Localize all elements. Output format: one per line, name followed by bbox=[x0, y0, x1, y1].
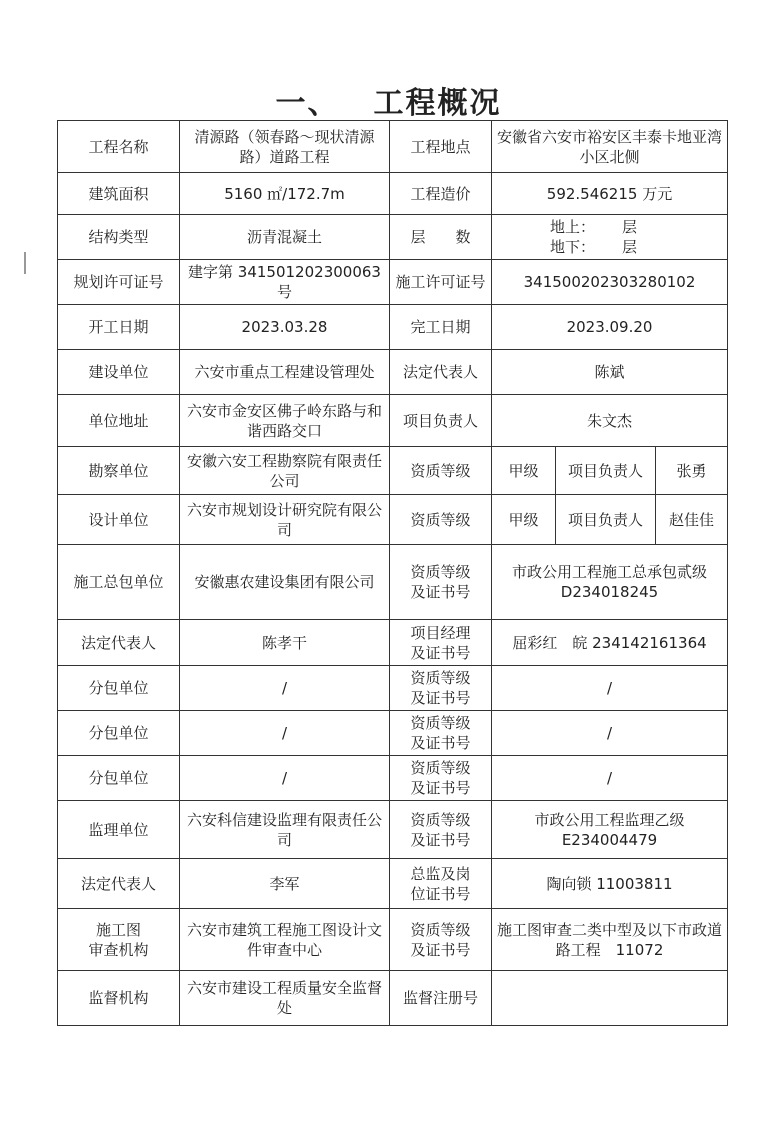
value-owner-unit: 六安市重点工程建设管理处 bbox=[180, 350, 390, 395]
value-chief-supervisor: 陶向锁 11003811 bbox=[492, 859, 728, 909]
value-subcontractor-1-grade: / bbox=[492, 666, 728, 711]
label-start-date: 开工日期 bbox=[58, 305, 180, 350]
table-row bbox=[58, 395, 728, 447]
value-subcontractor-1: / bbox=[180, 666, 390, 711]
label-unit-address: 单位地址 bbox=[58, 395, 180, 447]
value-start-date: 2023.03.28 bbox=[180, 305, 390, 350]
label-building-area: 建筑面积 bbox=[58, 173, 180, 215]
table-row bbox=[58, 305, 728, 350]
label-general-contractor: 施工总包单位 bbox=[58, 545, 180, 620]
value-supervision-grade: 市政公用工程监理乙级 E234004479 bbox=[492, 801, 728, 859]
value-supervision-registration bbox=[492, 971, 728, 1026]
value-project-cost: 592.546215 万元 bbox=[492, 173, 728, 215]
value-end-date: 2023.09.20 bbox=[492, 305, 728, 350]
value-subcontractor-2-grade: / bbox=[492, 711, 728, 756]
label-project-name: 工程名称 bbox=[58, 121, 180, 173]
table-row bbox=[58, 350, 728, 395]
label-design-leader: 项目负责人 bbox=[556, 495, 656, 545]
value-review-grade: 施工图审查二类中型及以下市政道路工程 11072 bbox=[492, 909, 728, 971]
label-legal-representative: 法定代表人 bbox=[390, 350, 492, 395]
label-subcontractor-1: 分包单位 bbox=[58, 666, 180, 711]
label-review-grade: 资质等级 及证书号 bbox=[390, 909, 492, 971]
table-row bbox=[58, 447, 728, 495]
floors-above: 地上： 层 bbox=[550, 218, 638, 236]
label-planning-permit: 规划许可证号 bbox=[58, 260, 180, 305]
label-design-unit: 设计单位 bbox=[58, 495, 180, 545]
label-project-location: 工程地点 bbox=[390, 121, 492, 173]
value-subcontractor-2: / bbox=[180, 711, 390, 756]
value-planning-permit: 建字第 341501202300063 号 bbox=[180, 260, 390, 305]
label-survey-grade: 资质等级 bbox=[390, 447, 492, 495]
label-project-cost: 工程造价 bbox=[390, 173, 492, 215]
label-survey-unit: 勘察单位 bbox=[58, 447, 180, 495]
table-row bbox=[58, 495, 728, 545]
label-project-leader: 项目负责人 bbox=[390, 395, 492, 447]
value-building-area: 5160 ㎡/172.7m bbox=[180, 173, 390, 215]
value-legal-representative: 陈斌 bbox=[492, 350, 728, 395]
project-overview-table bbox=[57, 120, 728, 1026]
label-supervisory-agency: 监督机构 bbox=[58, 971, 180, 1026]
label-supervision-unit: 监理单位 bbox=[58, 801, 180, 859]
value-contractor-legal-rep: 陈孝干 bbox=[180, 620, 390, 666]
table-row bbox=[58, 260, 728, 305]
table-row bbox=[58, 666, 728, 711]
label-supervision-grade: 资质等级 及证书号 bbox=[390, 801, 492, 859]
label-project-manager: 项目经理 及证书号 bbox=[390, 620, 492, 666]
label-drawing-review-agency: 施工图 审查机构 bbox=[58, 909, 180, 971]
table-row bbox=[58, 909, 728, 971]
label-floors: 层 数 bbox=[390, 215, 492, 260]
table-row bbox=[58, 620, 728, 666]
label-subcontractor-2-grade: 资质等级 及证书号 bbox=[390, 711, 492, 756]
label-contractor-legal-rep: 法定代表人 bbox=[58, 620, 180, 666]
label-survey-leader: 项目负责人 bbox=[556, 447, 656, 495]
value-project-leader: 朱文杰 bbox=[492, 395, 728, 447]
label-contractor-grade: 资质等级 及证书号 bbox=[390, 545, 492, 620]
label-subcontractor-3: 分包单位 bbox=[58, 756, 180, 801]
value-contractor-grade: 市政公用工程施工总承包贰级 D234018245 bbox=[492, 545, 728, 620]
value-floors bbox=[492, 215, 728, 260]
table-row bbox=[58, 173, 728, 215]
binding-mark bbox=[24, 252, 26, 274]
floors-below: 地下： 层 bbox=[550, 238, 638, 256]
value-project-manager: 屈彩红 皖 234142161364 bbox=[492, 620, 728, 666]
value-design-grade: 甲级 bbox=[492, 495, 556, 545]
label-chief-supervisor: 总监及岗 位证书号 bbox=[390, 859, 492, 909]
label-design-grade: 资质等级 bbox=[390, 495, 492, 545]
value-general-contractor: 安徽惠农建设集团有限公司 bbox=[180, 545, 390, 620]
table-row bbox=[58, 859, 728, 909]
value-design-unit: 六安市规划设计研究院有限公司 bbox=[180, 495, 390, 545]
value-structure-type: 沥青混凝土 bbox=[180, 215, 390, 260]
table-row bbox=[58, 711, 728, 756]
label-construction-permit: 施工许可证号 bbox=[390, 260, 492, 305]
label-supervision-legal-rep: 法定代表人 bbox=[58, 859, 180, 909]
label-subcontractor-1-grade: 资质等级 及证书号 bbox=[390, 666, 492, 711]
table-row bbox=[58, 545, 728, 620]
table-row bbox=[58, 801, 728, 859]
page-title bbox=[0, 78, 777, 122]
value-survey-leader: 张勇 bbox=[656, 447, 728, 495]
value-survey-grade: 甲级 bbox=[492, 447, 556, 495]
label-owner-unit: 建设单位 bbox=[58, 350, 180, 395]
table-row bbox=[58, 756, 728, 801]
value-supervision-unit: 六安科信建设监理有限责任公司 bbox=[180, 801, 390, 859]
table-row bbox=[58, 971, 728, 1026]
label-subcontractor-2: 分包单位 bbox=[58, 711, 180, 756]
value-drawing-review-agency: 六安市建筑工程施工图设计文件审查中心 bbox=[180, 909, 390, 971]
value-subcontractor-3-grade: / bbox=[492, 756, 728, 801]
value-project-name: 清源路（领春路～现状清源路）道路工程 bbox=[180, 121, 390, 173]
label-structure-type: 结构类型 bbox=[58, 215, 180, 260]
table-row bbox=[58, 121, 728, 173]
value-design-leader: 赵佳佳 bbox=[656, 495, 728, 545]
label-subcontractor-3-grade: 资质等级 及证书号 bbox=[390, 756, 492, 801]
value-survey-unit: 安徽六安工程勘察院有限责任公司 bbox=[180, 447, 390, 495]
value-supervision-legal-rep: 李军 bbox=[180, 859, 390, 909]
section-number: 一、 bbox=[275, 86, 340, 121]
value-subcontractor-3: / bbox=[180, 756, 390, 801]
section-title: 工程概况 bbox=[373, 86, 502, 121]
label-supervision-registration: 监督注册号 bbox=[390, 971, 492, 1026]
value-project-location: 安徽省六安市裕安区丰泰卡地亚湾小区北侧 bbox=[492, 121, 728, 173]
table-row bbox=[58, 215, 728, 260]
value-construction-permit: 341500202303280102 bbox=[492, 260, 728, 305]
value-unit-address: 六安市金安区佛子岭东路与和谐西路交口 bbox=[180, 395, 390, 447]
value-supervisory-agency: 六安市建设工程质量安全监督处 bbox=[180, 971, 390, 1026]
label-end-date: 完工日期 bbox=[390, 305, 492, 350]
